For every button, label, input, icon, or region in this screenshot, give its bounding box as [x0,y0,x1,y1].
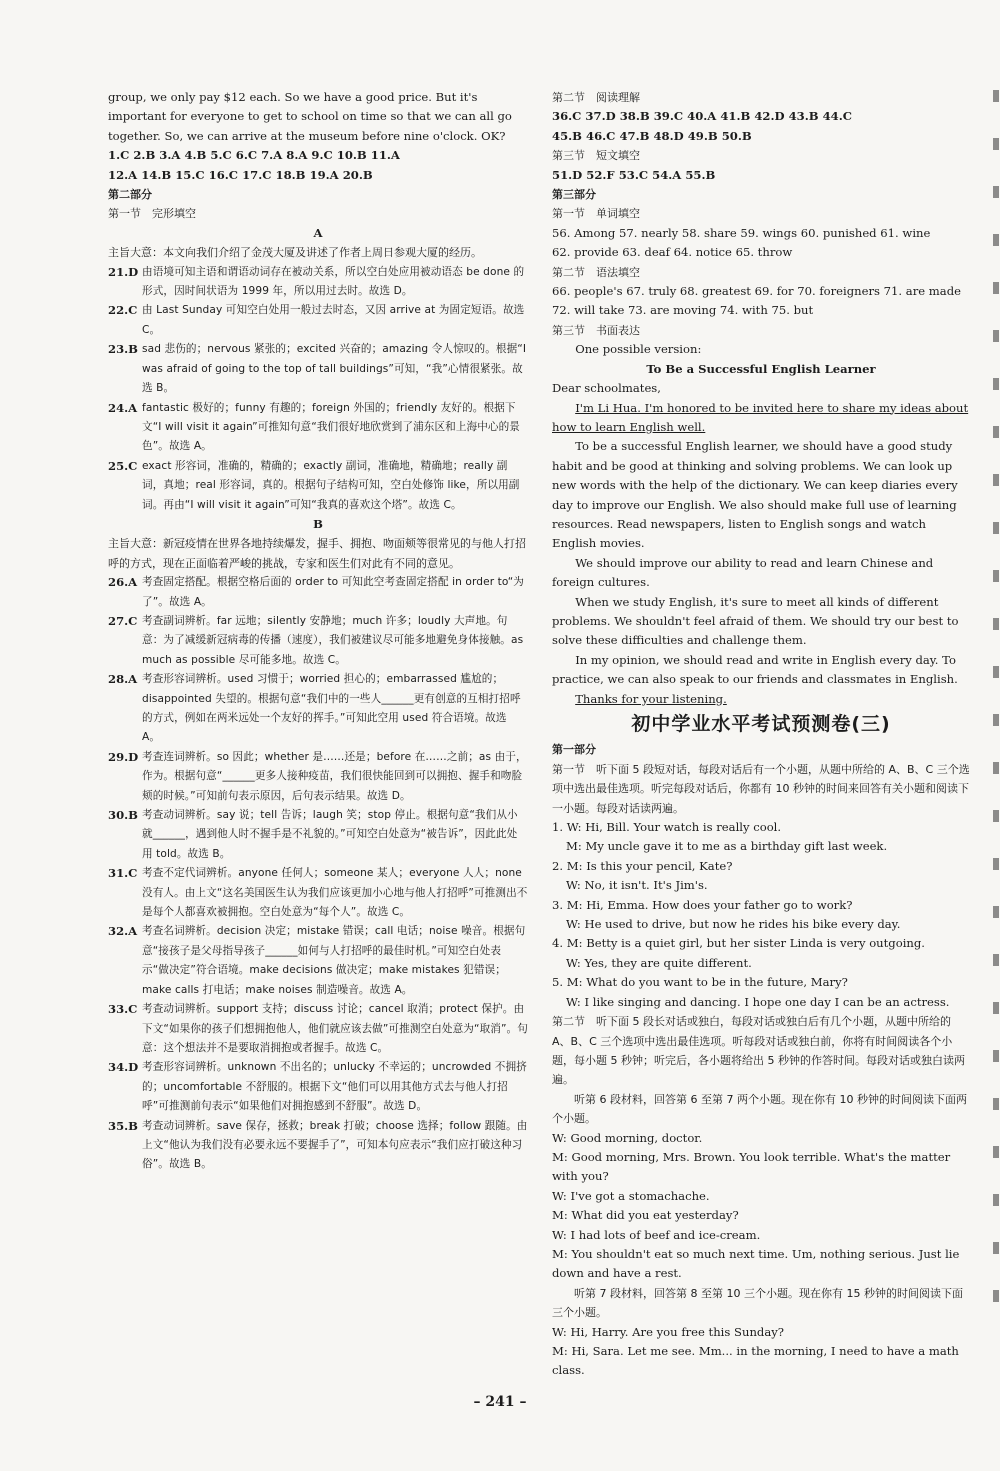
answer-line: 62. provide 63. deaf 64. notice 65. throw [552,245,793,260]
explanation-text: 考查名词辨析。decision 决定；mistake 错误；call 电话；noise 噪音。根据句意“接孩子是父母指导孩子______如何与人打招呼的最佳时机。”可知空白处表示“做决定”符合语境。make decisions 做决定；make mistakes 犯错误；make calls 打电话；make noises 制造噪音。故选 A。 [142,925,526,996]
section-heading: 第一节 完形填空 [108,207,196,221]
explanation-text: 考查不定代词辨析。anyone 任何人；someone 某人；everyone 人人；none 没有人。由上文“这名美国医生认为我们应该更加小心地与他人打招呼”可推测出不是每个人都喜欢被拥抱。空白处意为“每个人”。故选 C。 [142,867,528,919]
part-heading: 第二部分 [108,188,152,202]
answer-line: 36.C 37.D 38.B 39.C 40.A 41.B 42.D 43.B 44.C [552,109,853,124]
dialog-line: M: Good morning, Mrs. Brown. You look terrible. What's the matter with you? [552,1149,951,1184]
dialog-list [552,1129,970,1284]
test-title: 初中学业水平考试预测卷(三) [631,713,891,735]
dialog-line: W: Good morning, doctor. [552,1130,703,1145]
answer-number: 35.B [108,1118,138,1133]
explanation-item [108,864,528,922]
answer-number: 25.C [108,458,138,473]
answer-line: 66. people's 67. truly 68. greatest 69. for 70. foreigners 71. are made [552,284,961,299]
explanation-item [108,1117,528,1175]
answer-line: 72. will take 73. are moving 74. with 75. but [552,303,814,318]
dialog-line: M: Hi, Sara. Let me see. Mm... in the morning, I need to have a math class. [552,1344,959,1378]
answer-number: 30.B [108,808,138,823]
explanation-item [108,1058,528,1116]
dialog-line: W: I've got a stomachache. [552,1188,710,1203]
essay-paragraph: To be a successful English learner, we should have a good study habit and be good at thinking and solving problems. We can look up new words with the help of the dictionary. We can keep diaries every day to improve our English. We also should make full use of learning resources. Read newspapers, listen to English songs and watch English movies. [552,439,958,551]
explanation-text: exact 形容词，准确的，精确的；exactly 副词，准确地，精确地；really 副词，真地；real 形容词，真的。根据句子结构可知，空白处修饰 like，所以用副词。再由“I will visit it again”可知“我真的喜欢这个塔”。故选 C。 [142,459,520,511]
section-heading: 第一节 单词填空 [552,207,640,221]
answer-line: 12.A 14.B 15.C 16.C 17.C 18.B 19.A 20.B [108,167,373,182]
part-heading: 第一部分 [552,743,596,757]
explanation-item [108,263,528,302]
section-heading: 第三节 书面表达 [552,323,640,337]
intro-paragraph: group, we only pay $12 each. So we have a good price. But it's important for everyone to get to school on time so that we can all go together. So, we can arrive at the museum before nine o'clock. OK? [108,90,512,143]
answer-number: 29.D [108,749,139,764]
dialog-line: W: I like singing and dancing. I hope one day I can be an actress. [566,994,950,1009]
essay-paragraph: I'm Li Hua. I'm honored to be invited here to share my ideas about how to learn English well. [552,400,969,434]
listening-instructions: 第一节 听下面 5 段短对话，每段对话后有一个小题，从题中所给的 A、B、C 三个选项中选出最佳选项。听完每段对话后，你都有 10 秒钟的时间来回答有关小题和阅读下一小题。每段对话读两遍。 [552,762,970,815]
explanation-text: 考查动词辨析。support 支持；discuss 讨论；cancel 取消；protect 保护。由下文“如果你的孩子们想拥抱他人，他们就应该去做”可推测空白处意为“取消”。句意：这个想法并不是要取消拥抱或者握手。故选 C。 [142,1003,528,1054]
page-edge-marks [990,90,1000,1350]
answer-number: 27.C [108,613,138,628]
section-heading: 第二节 语法填空 [552,265,640,279]
dialog-line: 1. W: Hi, Bill. Your watch is really cool. [552,820,782,835]
essay-paragraph: We should improve our ability to read and learn Chinese and foreign cultures. [552,555,934,590]
dialog-line: W: No, it isn't. It's Jim's. [566,878,708,893]
dialog-line: W: Yes, they are quite different. [566,955,752,970]
essay-title: To Be a Successful English Learner [646,361,876,376]
explanation-text: sad 悲伤的；nervous 紧张的；excited 兴奋的；amazing 令人惊叹的。根据“I was afraid of going to the top of tall buildings”可知，“我”心情很紧张。故选 B。 [142,343,527,395]
explanation-text: 由语境可知主语和谓语动词存在被动关系，所以空白处应用被动语态 be done 的形式，因时间状语为 1999 年，所以用过去时。故选 D。 [142,265,525,298]
answer-line: 56. Among 57. nearly 58. share 59. wings 60. punished 61. wine [552,225,931,240]
explanation-text: 考查连词辨析。so 因此；whether 是……还是；before 在……之前；as 由于，作为。根据句意“______更多人接种疫苗，我们很快能回到可以拥抱、握手和吻脸颊的时候。”可知前句表示原因，后句表示结果。故选 D。 [142,750,527,802]
answer-number: 22.C [108,303,138,318]
passage-label: A [313,225,323,240]
essay-paragraph: When we study English, it's sure to meet all kinds of different problems. We shouldn't feel afraid of them. We should try our best to solve these difficulties and challenge them. [552,594,959,648]
listening-instructions: 第二节 听下面 5 段长对话或独白，每段对话或独白后有几个小题，从题中所给的 A、B、C 三个选项中选出最佳选项。听每段对话或独白前，你将有时间阅读各个小题，每小题 5 秒钟；听完后，各小题将给出 5 秒钟的作答时间。每段对话或独白读两遍。 [552,1015,965,1087]
explanation-item [108,301,528,340]
dialog-line: 2. M: Is this your pencil, Kate? [552,858,733,873]
answer-number: 21.D [108,264,139,279]
explanation-text: 由 Last Sunday 可知空白处用一般过去时态，又因 arrive at 为固定短语。故选 C。 [142,304,525,336]
explanation-item [108,670,528,748]
section-heading: 第三节 短文填空 [552,149,640,163]
answer-number: 26.A [108,575,138,590]
explanation-list [108,263,528,515]
dialog-line: M: My uncle gave it to me as a birthday gift last week. [566,839,888,854]
left-column [108,88,528,1175]
explanation-text: fantastic 极好的；funny 有趣的；foreign 外国的；friendly 友好的。根据下文“I will visit it again”可推知句意“我们很好地欣赏到了浦东区和上海中心的景色”。故选 A。 [142,401,521,453]
explanation-list [108,573,528,1175]
dialog-line: W: He used to drive, but now he rides his bike every day. [566,917,901,932]
section-heading: 第二节 阅读理解 [552,91,640,104]
dialog-line: W: Hi, Harry. Are you free this Sunday? [552,1324,785,1339]
answer-number: 23.B [108,342,138,357]
answer-number: 34.D [108,1060,139,1075]
explanation-item [108,340,528,398]
explanation-text: 考查动词辨析。save 保存，拯救；break 打破；choose 选择；follow 跟随。由上文“他认为我们没有必要永远不要握手了”，可知本句应表示“我们应打破这种习俗”。故选 B。 [142,1119,528,1171]
explanation-text: 考查形容词辨析。unknown 不出名的；unlucky 不幸运的；uncrowded 不拥挤的；uncomfortable 不舒服的。根据下文“他们可以用其他方式去与他人打招呼”可推测前句表示“如果他们对拥抱感到不舒服”。故选 D。 [142,1061,527,1113]
explanation-text: 考查副词辨析。far 远地；silently 安静地；much 许多；loudly 大声地。句意：为了减缓新冠病毒的传播（速度），我们被建议尽可能多地避免身体接触。as much as possible 尽可能多地。故选 C。 [142,614,524,666]
answer-number: 32.A [108,924,138,939]
explanation-text: 考查形容词辨析。used 习惯于；worried 担心的；embarrassed 尴尬的；disappointed 失望的。根据句意“我们中的一些人______更有创意的互相打招呼的方式，例如在两米远处一个友好的挥手。”可知此空用 used 符合语境。故选 A。 [142,673,521,744]
explanation-text: 考查固定搭配。根据空格后面的 order to 可知此空考查固定搭配 in order to“为了”。故选 A。 [142,576,524,608]
explanation-item [108,457,528,515]
essay-paragraph: In my opinion, we should read and write in English every day. To practice, we can also speak to our friends and classmates in English. [552,652,958,687]
explanation-item [108,806,528,864]
possible-version: One possible version: [575,342,702,357]
explanation-item [108,1000,528,1058]
dialog-line: 4. M: Betty is a quiet girl, but her sister Linda is very outgoing. [552,936,925,951]
dialog-line: M: What did you eat yesterday? [552,1208,739,1223]
answer-line: 45.B 46.C 47.B 48.D 49.B 50.B [552,128,752,143]
dialog-line: 5. M: What do you want to be in the future, Mary? [552,975,848,990]
dialog-list [552,1323,970,1381]
dialog-line: 3. M: Hi, Emma. How does your father go to work? [552,897,853,912]
explanation-item [108,573,528,612]
summary: 主旨大意：新冠疫情在世界各地持续爆发，握手、拥抱、吻面颊等很常见的与他人打招呼的方式，现在正面临着严峻的挑战，专家和医生们对此有不同的意见。 [108,537,526,570]
summary: 主旨大意：本文向我们介绍了金茂大厦及讲述了作者上周日参观大厦的经历。 [108,246,482,260]
answer-number: 33.C [108,1002,138,1017]
answer-line: 51.D 52.F 53.C 54.A 55.B [552,167,716,182]
page-number: – 241 – [473,1394,527,1410]
essay-closing: Thanks for your listening. [575,691,727,706]
answer-number: 28.A [108,672,138,687]
answer-number: 24.A [108,400,138,415]
material-instructions: 听第 6 段材料，回答第 6 至第 7 两个小题。现在你有 10 秒钟的时间阅读下面两个小题。 [552,1092,967,1126]
dialog-line: M: You shouldn't eat so much next time. Um, nothing serious. Just lie down and have a rest. [552,1246,960,1281]
explanation-item [108,399,528,457]
explanation-text: 考查动词辨析。say 说；tell 告诉；laugh 笑；stop 停止。根据句意“我们从小就______，遇到他人时不握手是不礼貌的。”可知空白处意为“被告诉”，因此此处用 told。故选 B。 [142,809,518,860]
essay-greeting: Dear schoolmates, [552,381,661,396]
answer-line: 1.C 2.B 3.A 4.B 5.C 6.C 7.A 8.A 9.C 10.B 11.A [108,148,400,163]
dialog-line: W: I had lots of beef and ice-cream. [552,1227,761,1242]
part-heading: 第三部分 [552,188,596,202]
explanation-item [108,922,528,1000]
right-column [552,88,970,1381]
material-instructions: 听第 7 段材料，回答第 8 至第 10 三个小题。现在你有 15 秒钟的时间阅读下面三个小题。 [552,1286,963,1320]
dialog-list [552,818,970,1012]
explanation-item [108,748,528,806]
passage-label: B [313,516,323,531]
explanation-item [108,612,528,670]
answer-number: 31.C [108,866,138,881]
